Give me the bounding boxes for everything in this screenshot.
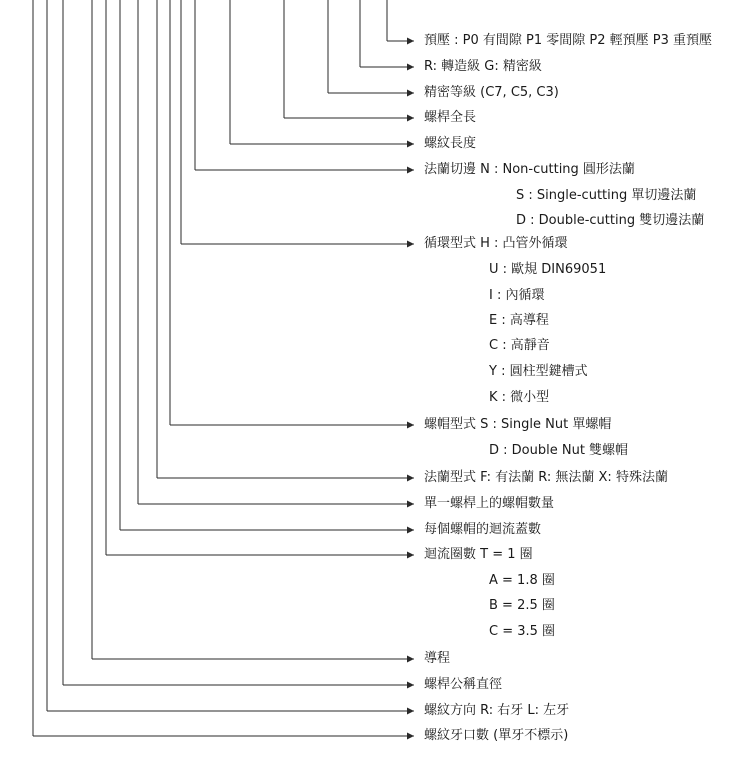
code-label: 螺紋方向 R: 右牙 L: 左牙 [424, 703, 570, 718]
code-label: S : Single-cutting 單切邊法蘭 [516, 188, 697, 203]
arrowhead-icon [407, 115, 414, 122]
code-label: A = 1.8 圈 [489, 573, 555, 588]
code-label: C = 3.5 圈 [489, 624, 556, 639]
code-label: 迴流圈數 T = 1 圈 [424, 547, 533, 562]
code-label: Y : 圓柱型鍵槽式 [489, 364, 588, 379]
arrowhead-icon [407, 682, 414, 689]
code-label: C : 高靜音 [489, 338, 550, 353]
arrowhead-icon [407, 475, 414, 482]
code-label: 螺紋牙口數 (單牙不標示) [424, 728, 569, 743]
arrowhead-icon [407, 501, 414, 508]
arrowhead-icon [407, 527, 414, 534]
arrowhead-icon [407, 552, 414, 559]
arrowhead-icon [407, 656, 414, 663]
code-label: 每個螺帽的迴流蓋數 [424, 522, 542, 537]
code-label: 螺桿公稱直徑 [424, 677, 503, 692]
code-label: 預壓 : P0 有間隙 P1 零間隙 P2 輕預壓 P3 重預壓 [424, 33, 713, 48]
code-label: U : 歐規 DIN69051 [489, 262, 607, 277]
code-label: D : Double Nut 雙螺帽 [489, 443, 629, 458]
code-label: K : 微小型 [489, 390, 550, 405]
code-label: 循環型式 H : 凸管外循環 [424, 236, 568, 251]
code-label: D : Double-cutting 雙切邊法蘭 [516, 213, 705, 228]
arrowhead-icon [407, 90, 414, 97]
arrowhead-icon [407, 708, 414, 715]
code-label: 精密等級 (C7, C5, C3) [424, 85, 559, 100]
arrowhead-icon [407, 141, 414, 148]
arrowhead-icon [407, 38, 414, 45]
code-label: E : 高導程 [489, 313, 549, 328]
code-label: 法蘭切邊 N : Non-cutting 圓形法蘭 [424, 162, 635, 177]
code-label: 法蘭型式 F: 有法蘭 R: 無法蘭 X: 特殊法蘭 [424, 470, 668, 485]
arrowhead-icon [407, 167, 414, 174]
code-label: 螺桿全長 [424, 110, 477, 125]
arrowhead-icon [407, 64, 414, 71]
arrowhead-icon [407, 241, 414, 248]
code-label: 單一螺桿上的螺帽數量 [424, 496, 555, 511]
code-label: 導程 [424, 651, 451, 666]
code-label: R: 轉造級 G: 精密級 [424, 59, 542, 74]
code-label: 螺帽型式 S : Single Nut 單螺帽 [424, 417, 612, 432]
code-label: 螺紋長度 [424, 136, 477, 151]
arrowhead-icon [407, 733, 414, 740]
code-label: B = 2.5 圈 [489, 598, 555, 613]
arrowhead-icon [407, 422, 414, 429]
code-label: I : 內循環 [489, 288, 545, 303]
